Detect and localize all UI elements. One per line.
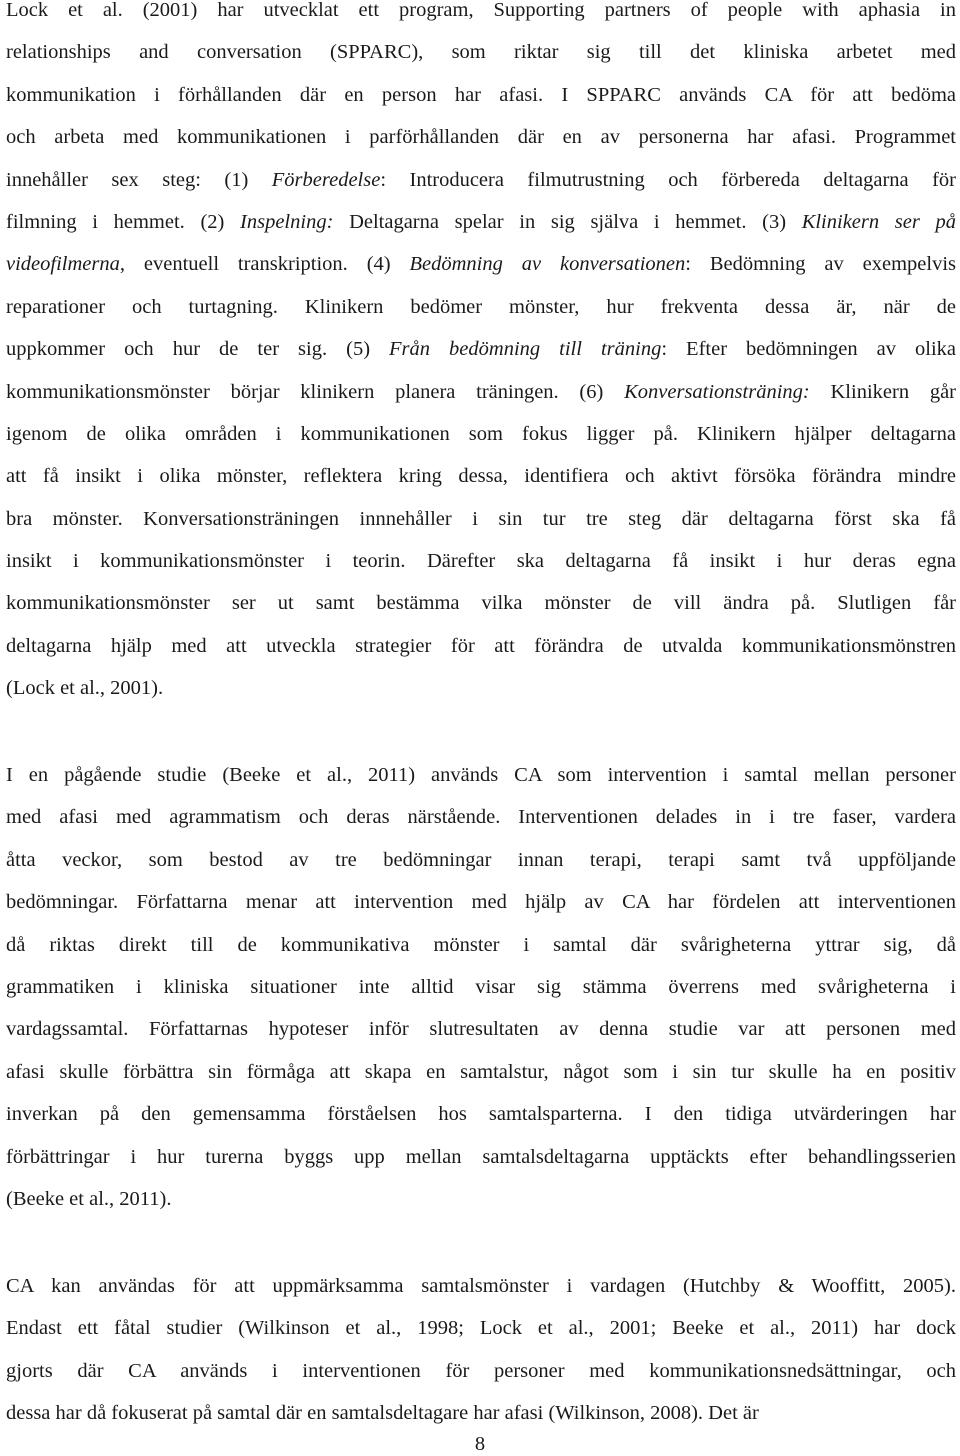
text-run: dessa har då fokuserat på samtal där en samtalsdeltagare har afasi (Wilkinson, 2008). Det är — [6, 1402, 759, 1425]
text-line — [6, 1350, 956, 1392]
text-line — [6, 796, 956, 838]
text-line — [6, 667, 956, 709]
text-line — [6, 159, 956, 201]
text-run: Endast ett fåtal studier (Wilkinson et al., 1998; Lock et al., 2001; Beeke et al., 2011) har dock — [6, 1317, 956, 1340]
text-line — [6, 0, 956, 31]
text-run: Lock et al. (2001) har utvecklat ett program, Supporting partners of people with aphasia in — [6, 0, 956, 21]
text-line — [6, 1093, 956, 1135]
text-run: (Lock et al., 2001). — [6, 677, 164, 700]
text-run: kommunikationsmönster ser ut samt bestämma vilka mönster de vill ändra på. Slutligen får — [6, 592, 956, 615]
text-run: igenom de olika områden i kommunikationen som fokus ligger på. Klinikern hjälper deltagarna — [6, 422, 956, 445]
text-run: att få insikt i olika mönster, reflektera kring dessa, identifiera och aktivt försöka förändra mindre — [6, 465, 956, 488]
text-run: kommunikation i förhållanden där en person har afasi. I SPPARC används CA för att bedöma — [6, 83, 956, 106]
text-line — [6, 286, 956, 328]
text-line — [6, 201, 956, 243]
text-run: kommunikationsmönster börjar klinikern planera träningen. (6) — [6, 380, 625, 403]
text-run: (Beeke et al., 2011). — [6, 1187, 172, 1210]
text-run: åtta veckor, som bestod av tre bedömningar innan terapi, terapi samt två uppföljande — [6, 848, 956, 871]
text-line — [6, 498, 956, 540]
text-line — [6, 455, 956, 497]
text-run: innehåller sex steg: (1) — [6, 168, 272, 191]
text-line — [6, 74, 956, 116]
text-run: relationships and conversation (SPPARC), som riktar sig till det kliniska arbetet med — [6, 41, 956, 64]
text-run: gjorts där CA används i interventionen för personer med kommunikationsnedsättningar, och — [6, 1359, 956, 1382]
italic-term: Från bedömning till träning — [389, 338, 662, 361]
text-run: uppkommer och hur de ter sig. (5) — [6, 338, 390, 361]
text-line — [6, 582, 956, 624]
text-run: deltagarna hjälp med att utveckla strategier för att förändra de utvalda kommunikationsmönstren — [6, 634, 956, 657]
page-number: 8 — [474, 1433, 486, 1455]
text-run: förbättringar i hur turerna byggs upp mellan samtalsdeltagarna upptäckts efter behandlingsserien — [6, 1145, 956, 1168]
italic-term: Bedömning av konversationen — [409, 253, 686, 276]
italic-term: Inspelning: — [240, 210, 334, 233]
text-line — [6, 1136, 956, 1178]
italic-term: Klinikern ser på — [801, 210, 957, 233]
text-run: och arbeta med kommunikationen i parförhållanden där en av personerna har afasi. Programmet — [6, 126, 956, 149]
text-line — [6, 881, 956, 923]
text-run: med afasi med agrammatism och deras närstående. Interventionen delades in i tre faser, vardera — [6, 806, 956, 829]
text-run: filmning i hemmet. (2) — [6, 210, 241, 233]
text-line — [6, 1051, 956, 1093]
text-line — [6, 625, 956, 667]
text-run: vardagssamtal. Författarnas hypoteser inför slutresultaten av denna studie var att personen med — [6, 1018, 956, 1041]
text-run: afasi skulle förbättra sin förmåga att skapa en samtalstur, något som i sin tur skulle ha en positiv — [6, 1060, 956, 1083]
text-line — [6, 371, 956, 413]
text-run: , eventuell transkription. (4) — [119, 253, 410, 276]
text-line — [6, 924, 956, 966]
text-run: Klinikern går — [809, 380, 956, 403]
text-run: Deltagarna spelar in sig själva i hemmet. (3) — [333, 210, 802, 233]
text-run: : Bedömning av exempelvis — [685, 253, 956, 276]
text-run: insikt i kommunikationsmönster i teorin. Därefter ska deltagarna få insikt i hur deras egna — [6, 550, 956, 573]
text-run: bedömningar. Författarna menar att intervention med hjälp av CA har fördelen att interventionen — [6, 891, 956, 914]
text-run: I en pågående studie (Beeke et al., 2011) används CA som intervention i samtal mellan personer — [6, 764, 956, 786]
text-line — [6, 754, 956, 796]
text-line — [6, 328, 956, 370]
paragraph-beeke-study — [6, 754, 956, 1220]
text-run: : Introducera filmutrustning och förbereda deltagarna för — [380, 168, 956, 191]
text-run: bra mönster. Konversationsträningen innnehåller i sin tur tre steg där deltagarna först ska få — [6, 507, 956, 530]
text-line — [6, 243, 956, 285]
document-page — [6, 0, 956, 1456]
text-line — [6, 966, 956, 1008]
italic-term: Konversationsträning: — [624, 380, 810, 403]
paragraph-sppac — [6, 0, 956, 710]
text-run: CA kan användas för att uppmärksamma samtalsmönster i vardagen (Hutchby & Wooffitt, 2005). — [6, 1275, 956, 1297]
text-line — [6, 413, 956, 455]
text-run: inverkan på den gemensamma förståelsen hos samtalsparterna. I den tidiga utvärderingen har — [6, 1103, 956, 1126]
text-line — [6, 1307, 956, 1349]
text-run: : Efter bedömningen av olika — [661, 338, 957, 361]
text-line — [6, 116, 956, 158]
text-line — [6, 839, 956, 881]
text-line — [6, 1392, 956, 1434]
text-line — [6, 1178, 956, 1220]
text-run: grammatiken i kliniska situationer inte alltid visar sig stämma överrens med svårigheterna i — [6, 975, 956, 998]
text-line — [6, 31, 956, 73]
italic-term: videofilmerna — [6, 253, 120, 276]
text-run: reparationer och turtagning. Klinikern bedömer mönster, hur frekventa dessa är, när de — [6, 295, 956, 318]
text-line — [6, 1265, 956, 1307]
paragraph-ca-usage — [6, 1265, 956, 1435]
text-run: då riktas direkt till de kommunikativa mönster i samtal där svårigheterna yttrar sig, då — [6, 933, 956, 956]
text-line — [6, 1008, 956, 1050]
italic-term: Förberedelse — [271, 168, 381, 191]
text-line — [6, 540, 956, 582]
